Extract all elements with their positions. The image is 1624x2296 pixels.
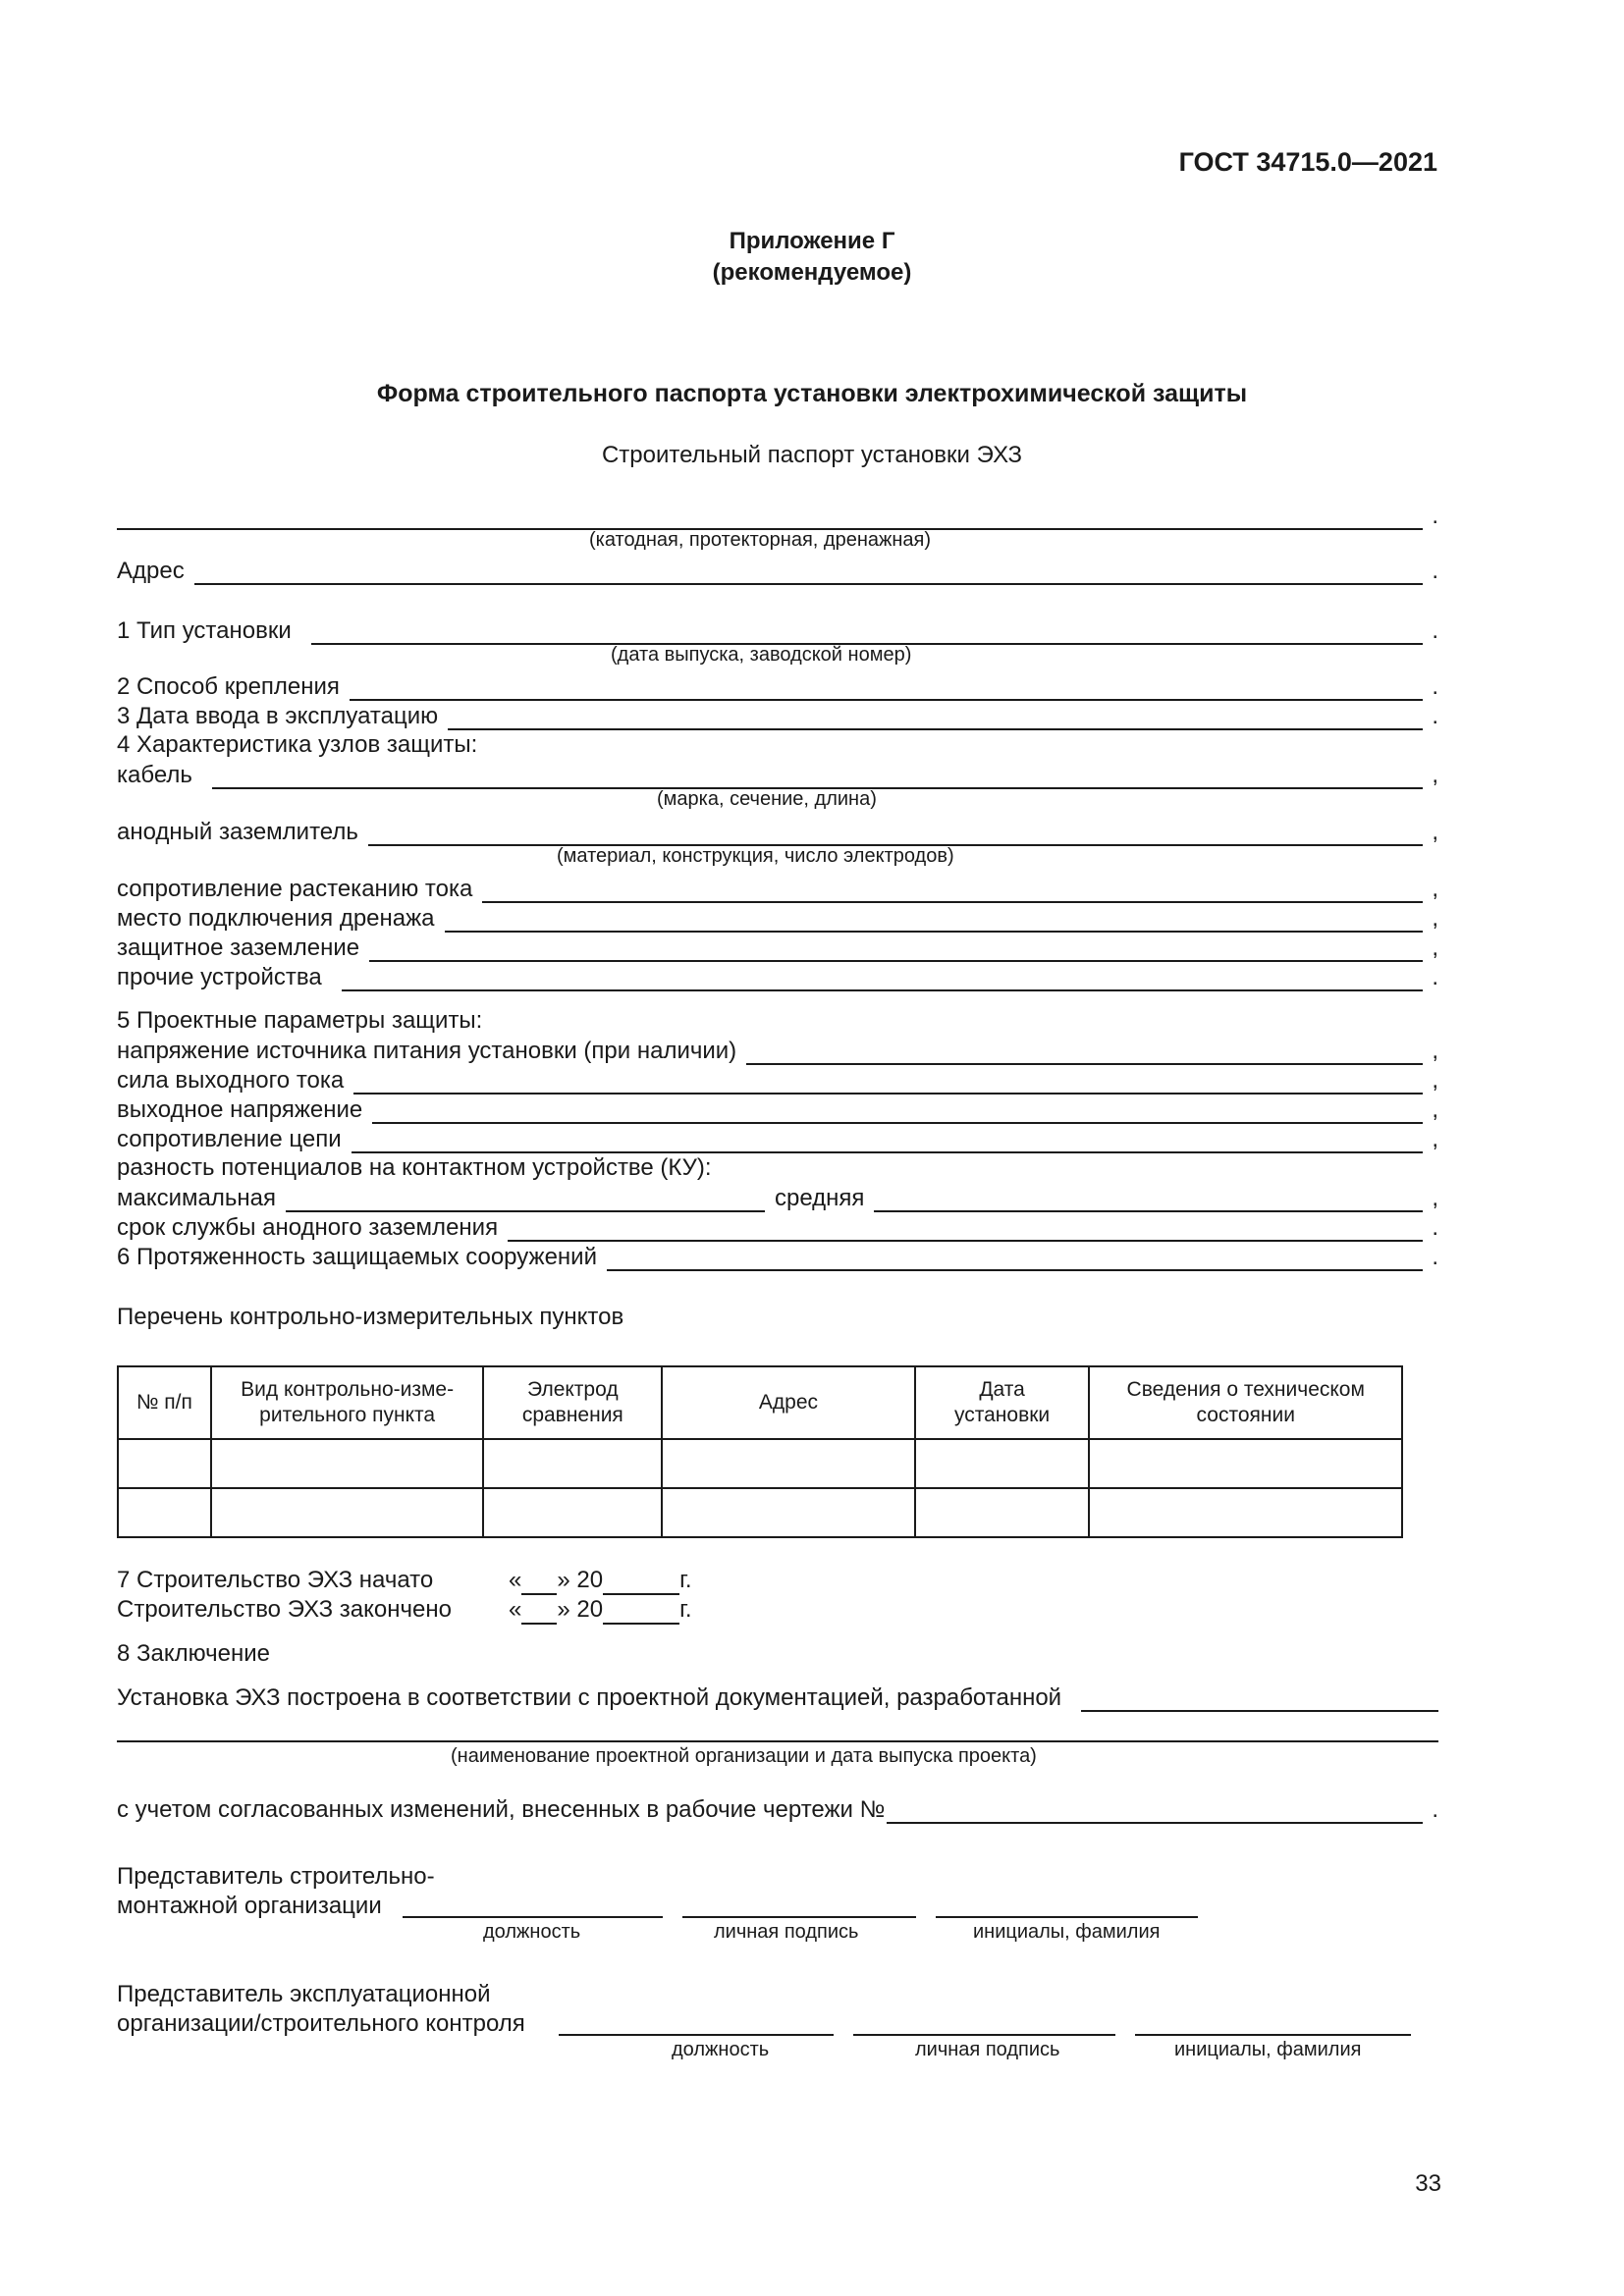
potential-diff-heading: разность потенциалов на контактном устройстве (КУ): [117, 1154, 712, 1181]
drain-point-label: место подключения дренажа [117, 905, 435, 932]
table-cell[interactable] [211, 1439, 484, 1488]
standard-number: ГОСТ 34715.0—2021 [1178, 147, 1437, 177]
operator-name-caption: инициалы, фамилия [1174, 2039, 1362, 2060]
params-heading: 5 Проектные параметры защиты: [117, 1007, 483, 1034]
spread-resistance-line: сопротивление растеканию тока , [117, 876, 1438, 902]
anode-life-field[interactable] [508, 1218, 1423, 1242]
builder-signature-caption: личная подпись [714, 1921, 859, 1943]
address-label: Адрес [117, 558, 185, 584]
other-devices-field[interactable] [342, 968, 1423, 991]
drain-point-line: место подключения дренажа , [117, 905, 1438, 932]
supply-voltage-field[interactable] [746, 1041, 1423, 1065]
output-voltage-line: выходное напряжение , [117, 1096, 1438, 1123]
conclusion-text: Установка ЭХЗ построена в соответствии с проектной документацией, разработанной [117, 1684, 1062, 1711]
drain-point-field[interactable] [445, 909, 1423, 933]
builder-position-field[interactable] [403, 1914, 663, 1918]
length-line: 6 Протяженность защищаемых сооружений . [117, 1244, 1438, 1270]
install-type-line: 1 Тип установки . [117, 617, 1438, 644]
table-cell[interactable] [483, 1439, 662, 1488]
install-type-field[interactable] [311, 621, 1423, 645]
spread-resistance-field[interactable] [482, 880, 1423, 903]
finish-day-field[interactable] [521, 1601, 557, 1625]
project-org-field[interactable] [1081, 1688, 1438, 1712]
table-cell[interactable] [915, 1439, 1090, 1488]
col-electrode: Электрод сравнения [483, 1366, 662, 1439]
builder-name-field[interactable] [936, 1914, 1198, 1918]
operator-rep-line1: Представитель эксплуатационной [117, 1981, 491, 2007]
maximum-field[interactable] [286, 1189, 765, 1212]
supply-voltage-line: напряжение источника питания установки (при наличии) , [117, 1038, 1438, 1064]
changes-line: с учетом согласованных изменений, внесенных в рабочие чертежи № . [117, 1796, 1438, 1823]
hint-cable: (марка, сечение, длина) [657, 788, 877, 810]
protective-ground-label: защитное заземление [117, 934, 360, 961]
table-cell[interactable] [1089, 1439, 1402, 1488]
other-devices-line: прочие устройства . [117, 964, 1438, 990]
output-voltage-field[interactable] [372, 1100, 1423, 1124]
table-row [118, 1488, 1402, 1537]
drawings-number-field[interactable] [887, 1800, 1423, 1824]
table-cell[interactable] [662, 1439, 914, 1488]
mounting-label: 2 Способ крепления [117, 673, 340, 700]
changes-label: с учетом согласованных изменений, внесенных в рабочие чертежи № [117, 1796, 886, 1823]
kip-table [117, 1365, 1403, 1538]
length-label: 6 Протяженность защищаемых сооружений [117, 1244, 597, 1270]
operator-rep-line2: организации/строительного контроля [117, 2010, 525, 2037]
operator-name-field[interactable] [1135, 2032, 1411, 2036]
construction-started-date: « » 20 г. [509, 1567, 692, 1593]
conclusion-heading: 8 Заключение [117, 1640, 270, 1667]
start-year-field[interactable] [603, 1572, 679, 1595]
hint-release: (дата выпуска, заводской номер) [611, 644, 912, 666]
mounting-field[interactable] [350, 677, 1423, 701]
builder-name-caption: инициалы, фамилия [973, 1921, 1161, 1943]
supply-voltage-label: напряжение источника питания установки (при наличии) [117, 1038, 737, 1064]
hint-installation-type: (катодная, протекторная, дренажная) [589, 529, 932, 551]
output-current-line: сила выходного тока , [117, 1067, 1438, 1094]
table-cell[interactable] [1089, 1488, 1402, 1537]
hint-anode: (материал, конструкция, число электродов) [557, 845, 954, 867]
average-label: средняя [774, 1185, 865, 1211]
finish-year-field[interactable] [603, 1601, 679, 1625]
output-current-field[interactable] [353, 1071, 1423, 1095]
maximum-label: максимальная [117, 1185, 276, 1211]
table-cell[interactable] [915, 1488, 1090, 1537]
operator-position-field[interactable] [559, 2032, 834, 2036]
operator-signature-field[interactable] [853, 2032, 1115, 2036]
protective-ground-field[interactable] [369, 938, 1423, 962]
anode-label: анодный заземлитель [117, 819, 358, 845]
commissioning-label: 3 Дата ввода в эксплуатацию [117, 703, 439, 729]
construction-started-label: 7 Строительство ЭХЗ начато [117, 1567, 434, 1593]
cable-label: кабель [117, 762, 192, 788]
installation-type-line: . [117, 501, 1438, 530]
col-condition: Сведения о техническом состоянии [1089, 1366, 1402, 1439]
anode-field[interactable] [368, 823, 1423, 846]
construction-finished-label: Строительство ЭХЗ закончено [117, 1596, 452, 1623]
col-kip-type: Вид контрольно-изме- рительного пункта [211, 1366, 484, 1439]
table-row [118, 1439, 1402, 1488]
table-cell[interactable] [211, 1488, 484, 1537]
operator-signature-caption: личная подпись [915, 2039, 1060, 2060]
form-title: Форма строительного паспорта установки электрохимической защиты [376, 380, 1248, 407]
table-cell[interactable] [483, 1488, 662, 1537]
builder-signature-field[interactable] [682, 1914, 916, 1918]
spread-resistance-label: сопротивление растеканию тока [117, 876, 473, 902]
cable-line: кабель , [117, 762, 1438, 788]
length-field[interactable] [607, 1248, 1423, 1271]
col-number: № п/п [118, 1366, 211, 1439]
col-address: Адрес [662, 1366, 914, 1439]
potential-values-line: максимальная средняя , [117, 1185, 1438, 1211]
output-voltage-label: выходное напряжение [117, 1096, 363, 1123]
circuit-resistance-label: сопротивление цепи [117, 1126, 342, 1152]
table-cell[interactable] [118, 1488, 211, 1537]
other-devices-label: прочие устройства [117, 964, 322, 990]
install-type-label: 1 Тип установки [117, 617, 292, 644]
circuit-resistance-field[interactable] [352, 1130, 1423, 1153]
table-cell[interactable] [662, 1488, 914, 1537]
project-org-field-continued[interactable] [117, 1738, 1438, 1742]
address-field[interactable] [194, 561, 1423, 585]
table-cell[interactable] [118, 1439, 211, 1488]
protective-ground-line: защитное заземление , [117, 934, 1438, 961]
installation-type-field[interactable] [117, 507, 1423, 530]
builder-position-caption: должность [483, 1921, 581, 1943]
kip-heading: Перечень контрольно-измерительных пунктов [117, 1304, 624, 1330]
conclusion-line [117, 1682, 1438, 1712]
anode-life-line: срок службы анодного заземления . [117, 1214, 1438, 1241]
average-field[interactable] [874, 1189, 1423, 1212]
construction-finished-date: « » 20 г. [509, 1596, 692, 1623]
mounting-line: 2 Способ крепления . [117, 673, 1438, 700]
commissioning-field[interactable] [448, 707, 1423, 730]
address-line: Адрес . [117, 558, 1438, 584]
passport-title: Строительный паспорт установки ЭХЗ [601, 442, 1023, 468]
kip-header-row [118, 1366, 1402, 1439]
builder-rep-line2: монтажной организации [117, 1893, 382, 1919]
appendix-title: Приложение Г [729, 228, 895, 254]
output-current-label: сила выходного тока [117, 1067, 345, 1094]
nodes-heading: 4 Характеристика узлов защиты: [117, 731, 478, 758]
anode-line: анодный заземлитель , [117, 819, 1438, 845]
circuit-resistance-line: сопротивление цепи , [117, 1126, 1438, 1152]
builder-rep-line1: Представитель строительно- [117, 1863, 435, 1890]
commissioning-line: 3 Дата ввода в эксплуатацию . [117, 703, 1438, 729]
appendix-subtitle: (рекомендуемое) [712, 259, 912, 286]
page-number: 33 [1415, 2170, 1441, 2197]
operator-position-caption: должность [672, 2039, 770, 2060]
hint-org: (наименование проектной организации и дата выпуска проекта) [451, 1745, 1037, 1767]
start-day-field[interactable] [521, 1572, 557, 1595]
cable-field[interactable] [212, 766, 1423, 789]
anode-life-label: срок службы анодного заземления [117, 1214, 499, 1241]
col-install-date: Дата установки [915, 1366, 1090, 1439]
